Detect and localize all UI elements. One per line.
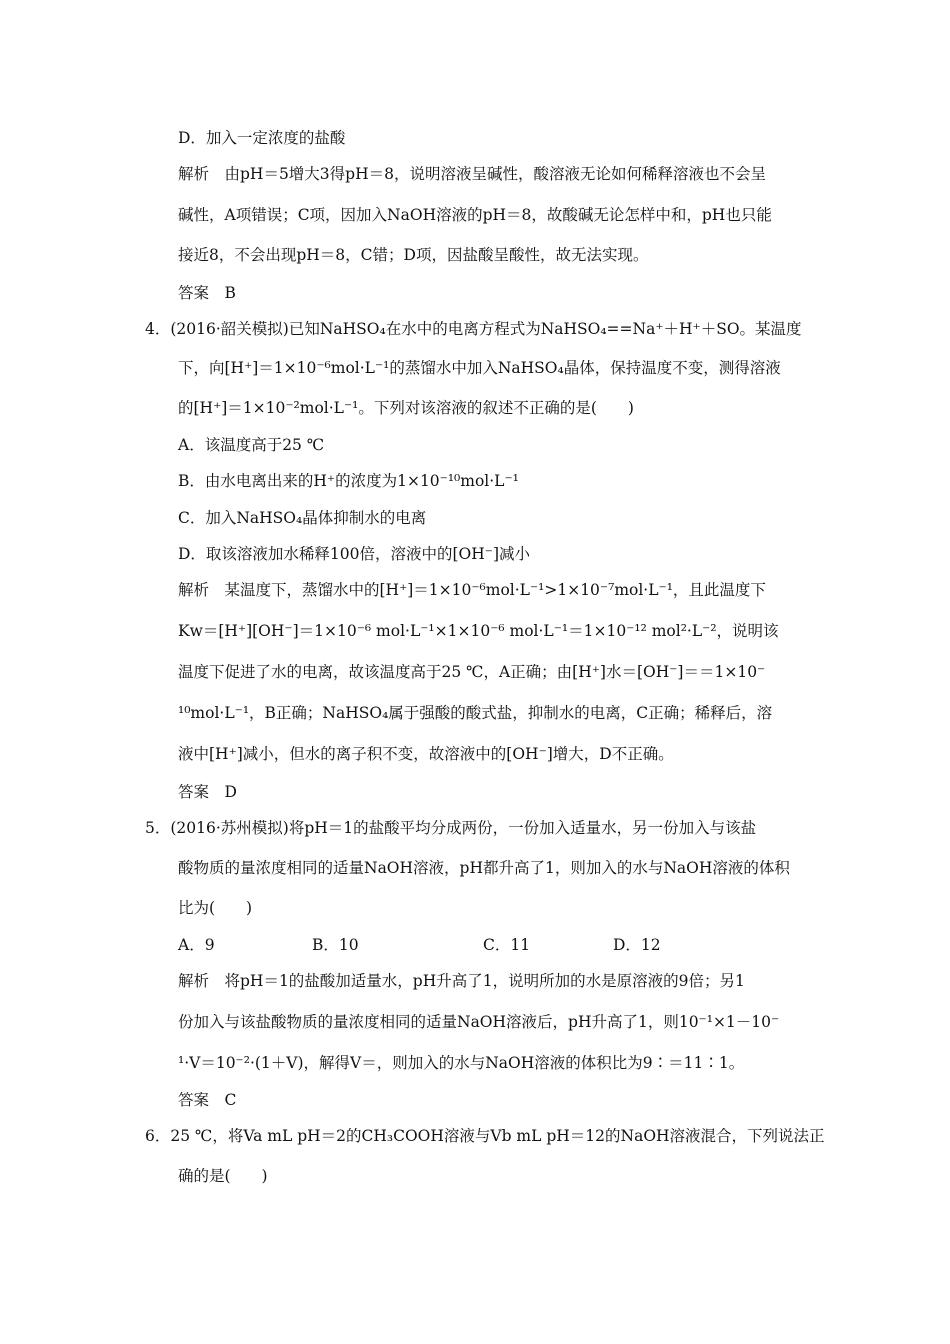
q5-analysis-line-1: 解析 将pH＝1的盐酸加适量水，pH升高了1，说明所加的水是原溶液的9倍；另1 bbox=[178, 972, 745, 990]
q4-analysis-line-5: 液中[H⁺]减小，但水的离子积不变，故溶液中的[OH⁻]增大，D不正确。 bbox=[178, 745, 674, 763]
q4-analysis-line-4: ¹⁰mol·L⁻¹，B正确；NaHSO₄属于强酸的酸式盐，抑制水的电离，C正确；稀释后，溶 bbox=[178, 704, 773, 722]
q4-option-b: B．由水电离出来的H⁺的浓度为1×10⁻¹⁰mol·L⁻¹ bbox=[178, 472, 519, 490]
q4-option-c: C．加入NaHSO₄晶体抑制水的电离 bbox=[178, 509, 427, 527]
q4-analysis-line-3: 温度下促进了水的电离，故该温度高于25 ℃，A正确；由[H⁺]水＝[OH⁻]＝＝1×10⁻ bbox=[178, 663, 766, 681]
q4-option-d: D．取该溶液加水稀释100倍，溶液中的[OH⁻]减小 bbox=[178, 545, 531, 563]
q6-stem-line-1: 6．25 ℃，将Va mL pH＝2的CH₃COOH溶液与Vb mL pH＝12的NaOH溶液混合，下列说法正 bbox=[145, 1127, 825, 1145]
q4-analysis-line-1: 解析 某温度下，蒸馏水中的[H⁺]＝1×10⁻⁶mol·L⁻¹>1×10⁻⁷mol·L⁻¹，且此温度下 bbox=[178, 581, 766, 599]
q5-stem-line-1: 5．(2016·苏州模拟)将pH＝1的盐酸平均分成两份，一份加入适量水，另一份加入与该盐 bbox=[145, 819, 757, 837]
q5-option-a: A．9 bbox=[178, 936, 215, 954]
q4-option-a: A．该温度高于25 ℃ bbox=[178, 436, 325, 454]
q6-stem-line-2: 确的是( ) bbox=[178, 1167, 268, 1185]
q3-analysis-line-2: 碱性，A项错误；C项，因加入NaOH溶液的pH＝8，故酸碱无论怎样中和，pH也只能 bbox=[178, 206, 772, 224]
q5-option-d: D．12 bbox=[613, 936, 661, 954]
q3-analysis-line-3: 接近8，不会出现pH＝8，C错；D项，因盐酸呈酸性，故无法实现。 bbox=[178, 246, 649, 264]
q3-analysis-line-1: 解析 由pH＝5增大3得pH＝8，说明溶液呈碱性，酸溶液无论如何稀释溶液也不会呈 bbox=[178, 165, 766, 183]
q5-answer: 答案 C bbox=[178, 1091, 237, 1109]
q5-analysis-line-2: 份加入与该盐酸物质的量浓度相同的适量NaOH溶液后，pH升高了1，则10⁻¹×1－10⁻ bbox=[178, 1013, 780, 1031]
q4-analysis-line-2: Kw＝[H⁺][OH⁻]＝1×10⁻⁶ mol·L⁻¹×1×10⁻⁶ mol·L⁻¹＝1×10⁻¹² mol²·L⁻²，说明该 bbox=[178, 622, 779, 640]
q4-stem-line-3: 的[H⁺]＝1×10⁻²mol·L⁻¹。下列对该溶液的叙述不正确的是( ) bbox=[178, 399, 634, 417]
q3-option-d: D．加入一定浓度的盐酸 bbox=[178, 129, 346, 147]
q5-stem-line-2: 酸物质的量浓度相同的适量NaOH溶液，pH都升高了1，则加入的水与NaOH溶液的体积 bbox=[178, 859, 790, 877]
q5-analysis-line-3: ¹·V＝10⁻²·(1＋V)，解得V＝，则加入的水与NaOH溶液的体积比为9∶＝11∶1。 bbox=[178, 1054, 745, 1072]
q4-stem-line-1: 4．(2016·韶关模拟)已知NaHSO₄在水中的电离方程式为NaHSO₄==Na⁺＋H⁺＋SO。某温度 bbox=[145, 320, 802, 338]
q5-option-c: C．11 bbox=[483, 936, 531, 954]
q3-answer: 答案 B bbox=[178, 284, 236, 302]
q4-stem-line-2: 下，向[H⁺]＝1×10⁻⁶mol·L⁻¹的蒸馏水中加入NaHSO₄晶体，保持温度不变，测得溶液 bbox=[178, 359, 781, 377]
q5-option-b: B．10 bbox=[312, 936, 359, 954]
q5-stem-line-3: 比为( ) bbox=[178, 899, 253, 917]
q4-answer: 答案 D bbox=[178, 783, 237, 801]
